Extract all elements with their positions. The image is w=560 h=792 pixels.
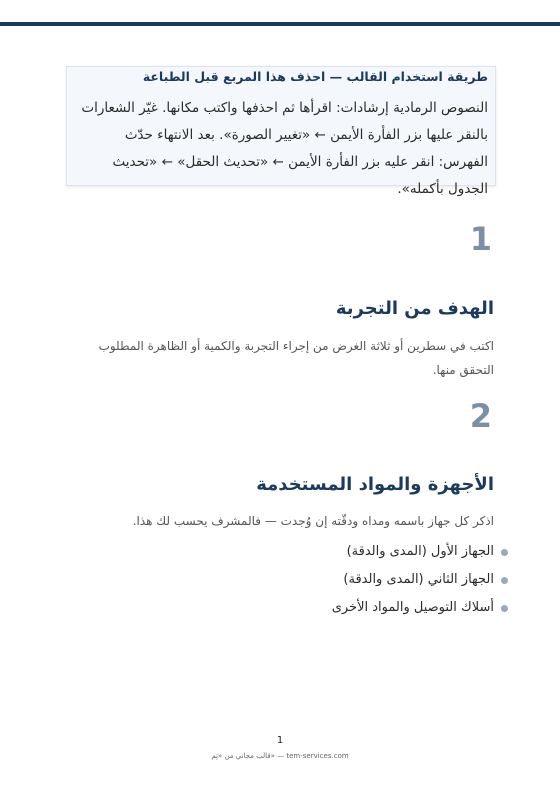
section-text: اذكر كل جهاز باسمه ومداه ودقّته إن وُجدت — فالمشرف يحسب لك هذا. <box>132 514 494 528</box>
section-number: 2 <box>469 397 492 435</box>
section-text: اكتب في سطرين أو ثلاثة الغرض من إجراء التجربة والكمية أو الظاهرة المطلوب التحقق منها. <box>98 339 494 377</box>
bullet-dot <box>501 605 508 612</box>
page-footer: قالب مجاني من «تِم» — tem-services.com <box>211 752 349 760</box>
section-number: 1 <box>469 220 492 258</box>
equipment-list <box>332 540 508 624</box>
list-item <box>332 540 508 568</box>
instructions-text: النصوص الرمادية إرشادات: اقرأها ثم احذفها واكتب مكانها. غيّر الشعارات بالنقر عليها بزر الفأرة الأيمن ← «تغيير الصورة». بعد الانتهاء حدّث الفهرس: انقر عليه بزر الفأرة الأيمن ← «تحديث الحقل» ← «تحديث الجدول بأكمله». <box>81 100 488 197</box>
list-item <box>332 568 508 596</box>
section-title: الهدف من التجربة <box>335 298 494 319</box>
list-item-text: أسلاك التوصيل والمواد الأخرى <box>331 600 494 615</box>
list-item-text: الجهاز الأول (المدى والدقة) <box>346 544 494 559</box>
instructions-title: طريقة استخدام القالب — احذف هذا المربع قبل الطباعة <box>142 69 488 84</box>
list-item <box>332 596 508 624</box>
bullet-dot <box>501 549 508 556</box>
bullet-dot <box>501 577 508 584</box>
section-title: الأجهزة والمواد المستخدمة <box>256 474 494 495</box>
page-number: 1 <box>276 735 284 746</box>
instructions-box <box>66 66 496 197</box>
list-item-text: الجهاز الثاني (المدى والدقة) <box>343 572 494 587</box>
